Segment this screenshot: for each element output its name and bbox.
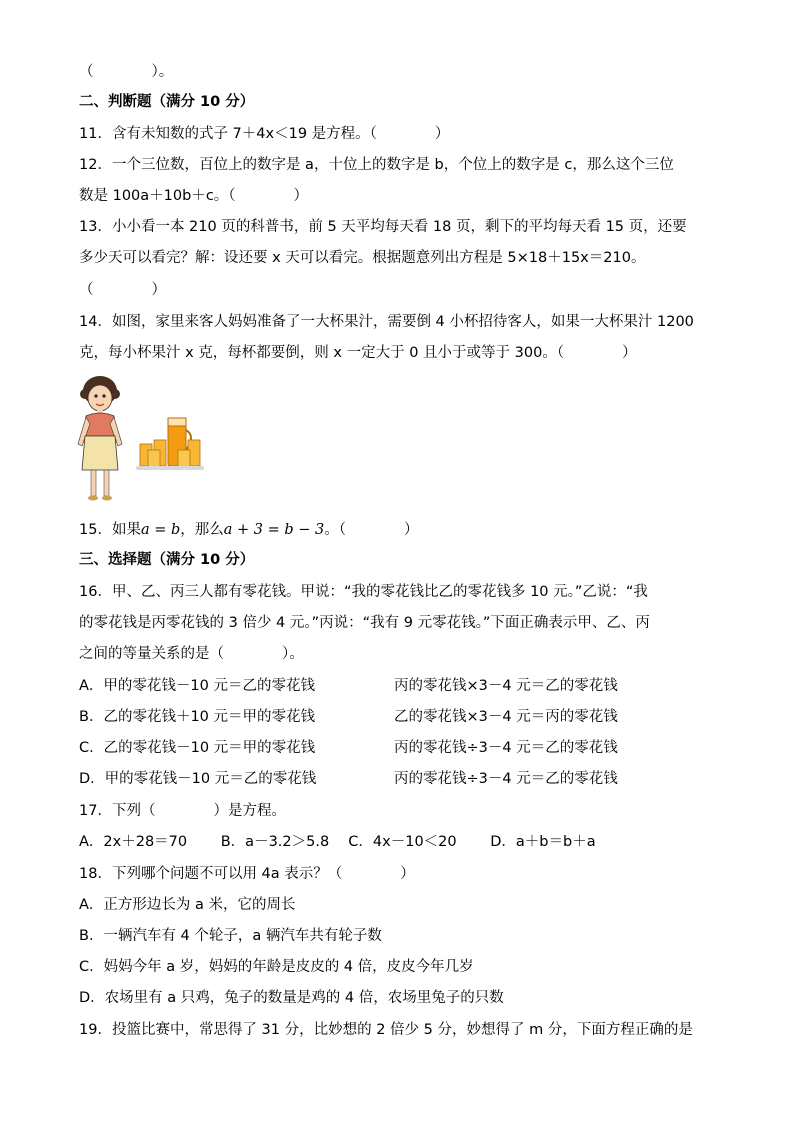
- question-16-option-b-right: 乙的零花钱×3－4 元＝丙的零花钱: [394, 709, 618, 725]
- question-16-line1: 16．甲、乙、丙三人都有零花钱。甲说：“我的零花钱比乙的零花钱多 10 元。”乙说：“我: [79, 584, 648, 600]
- question-16-option-b-left: B．乙的零花钱＋10 元＝甲的零花钱: [79, 709, 316, 725]
- question-12-line1: 12．一个三位数，百位上的数字是 a，十位上的数字是 b，个位上的数字是 c，那么这个三位: [79, 157, 674, 173]
- question-18-option-c: C．妈妈今年 a 岁，妈妈的年龄是皮皮的 4 倍，皮皮今年几岁: [79, 959, 474, 975]
- question-18-option-b: B．一辆汽车有 4 个轮子，a 辆汽车共有轮子数: [79, 928, 382, 944]
- question-15-suffix: 。（ ）: [324, 522, 419, 538]
- question-17-options: A．2x＋28＝70 B．a－3.2＞5.8 C．4x－10＜20 D．a＋b＝b＋a: [79, 834, 596, 850]
- question-13-line3: （ ）: [79, 282, 166, 298]
- answer-blank-line: （ ）。: [79, 64, 174, 80]
- question-15: [79, 520, 418, 540]
- section-heading-judgement: 二、判断题（满分 10 分）: [79, 94, 255, 110]
- mother-juice-illustration: [72, 374, 212, 510]
- question-13-line2: 多少天可以看完？解：设还要 x 天可以看完。根据题意列出方程是 5×18＋15x＝210。: [79, 250, 646, 266]
- question-15-prefix: 15．如果: [79, 522, 141, 538]
- question-16-option-c-right: 丙的零花钱÷3－4 元＝乙的零花钱: [394, 740, 618, 756]
- question-16-option-a-right: 丙的零花钱×3－4 元＝乙的零花钱: [394, 678, 618, 694]
- question-16-line2: 的零花钱是丙零花钱的 3 倍少 4 元。”丙说：“我有 9 元零花钱。”下面正确表示甲、乙、丙: [79, 615, 650, 631]
- question-16-option-d-right: 丙的零花钱÷3－4 元＝乙的零花钱: [394, 771, 618, 787]
- question-16-line3: 之间的等量关系的是（ ）。: [79, 646, 304, 662]
- question-12-line2: 数是 100a＋10b＋c。（ ）: [79, 188, 309, 204]
- question-14-line1: 14．如图，家里来客人妈妈准备了一大杯果汁，需要倒 4 小杯招待客人，如果一大杯果汁 1200: [79, 314, 694, 330]
- question-13-line1: 13．小小看一本 210 页的科普书，前 5 天平均每天看 18 页，剩下的平均每天看 15 页，还要: [79, 219, 687, 235]
- question-18-option-d: D．农场里有 a 只鸡，兔子的数量是鸡的 4 倍，农场里兔子的只数: [79, 990, 504, 1006]
- question-16-option-d-left: D．甲的零花钱－10 元＝乙的零花钱: [79, 771, 317, 787]
- question-18: 18．下列哪个问题不可以用 4a 表示？（ ）: [79, 866, 415, 882]
- question-19: 19．投篮比赛中，常思得了 31 分，比妙想的 2 倍少 5 分，妙想得了 m 分，下面方程正确的是: [79, 1022, 693, 1038]
- question-14-line2: 克，每小杯果汁 x 克，每杯都要倒，则 x 一定大于 0 且小于或等于 300。（ ）: [79, 345, 637, 361]
- question-15-middle: ，那么: [180, 522, 224, 538]
- question-18-option-a: A．正方形边长为 a 米，它的周长: [79, 897, 296, 913]
- question-17: 17．下列（ ）是方程。: [79, 803, 286, 819]
- question-16-option-a-left: A．甲的零花钱－10 元＝乙的零花钱: [79, 678, 315, 694]
- question-11: 11．含有未知数的式子 7＋4x＜19 是方程。（ ）: [79, 126, 450, 142]
- section-heading-choice: 三、选择题（满分 10 分）: [79, 552, 255, 568]
- question-15-statement: a + 3 = b − 3: [223, 522, 325, 538]
- question-15-condition: a = b: [140, 522, 181, 538]
- mother-with-juice-picture: [72, 374, 212, 510]
- question-16-option-c-left: C．乙的零花钱－10 元＝甲的零花钱: [79, 740, 316, 756]
